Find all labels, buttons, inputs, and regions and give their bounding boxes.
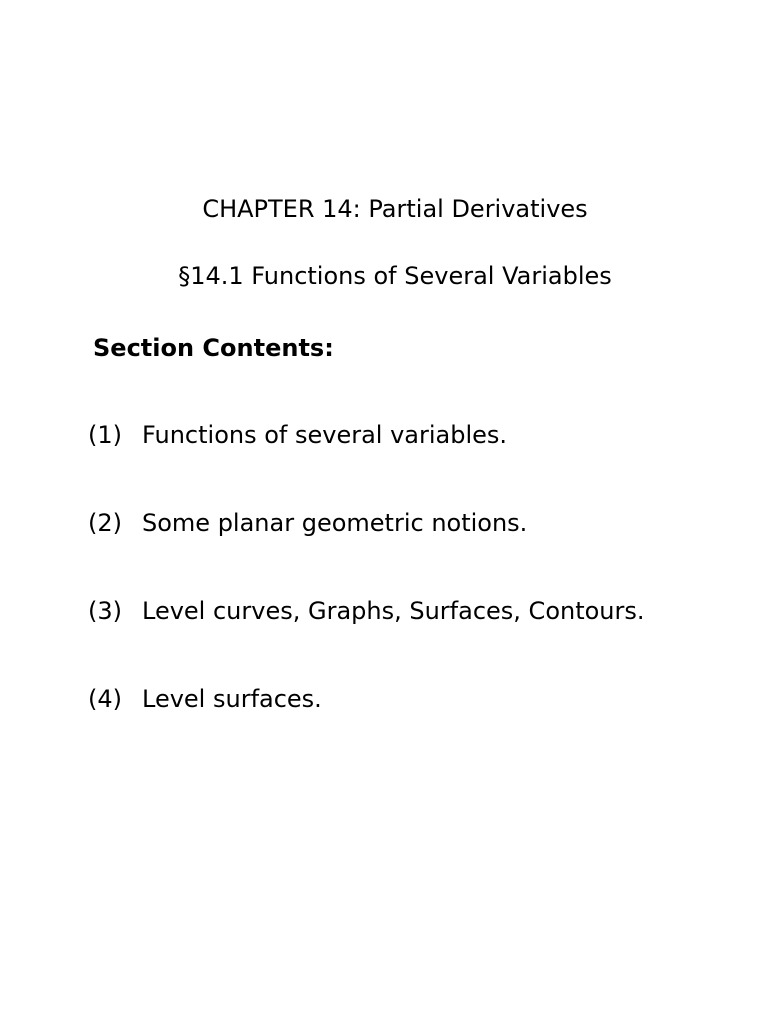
contents-item-number: (4) — [88, 685, 122, 713]
contents-item-number: (2) — [88, 509, 122, 537]
contents-item — [88, 420, 645, 450]
contents-item — [88, 508, 645, 538]
contents-item-number: (1) — [88, 421, 122, 449]
contents-item-text: Functions of several variables. — [142, 421, 508, 449]
section-contents-list — [88, 420, 645, 772]
contents-item-text: Some planar geometric notions. — [142, 509, 528, 537]
contents-item-text: Level surfaces. — [142, 685, 322, 713]
contents-item-number: (3) — [88, 597, 122, 625]
contents-item — [88, 684, 645, 714]
section-contents-heading: Section Contents: — [93, 334, 334, 362]
section-title: §14.1 Functions of Several Variables — [178, 262, 612, 290]
contents-item — [88, 596, 645, 626]
contents-item-text: Level curves, Graphs, Surfaces, Contours. — [142, 597, 645, 625]
chapter-title: CHAPTER 14: Partial Derivatives — [202, 195, 588, 223]
